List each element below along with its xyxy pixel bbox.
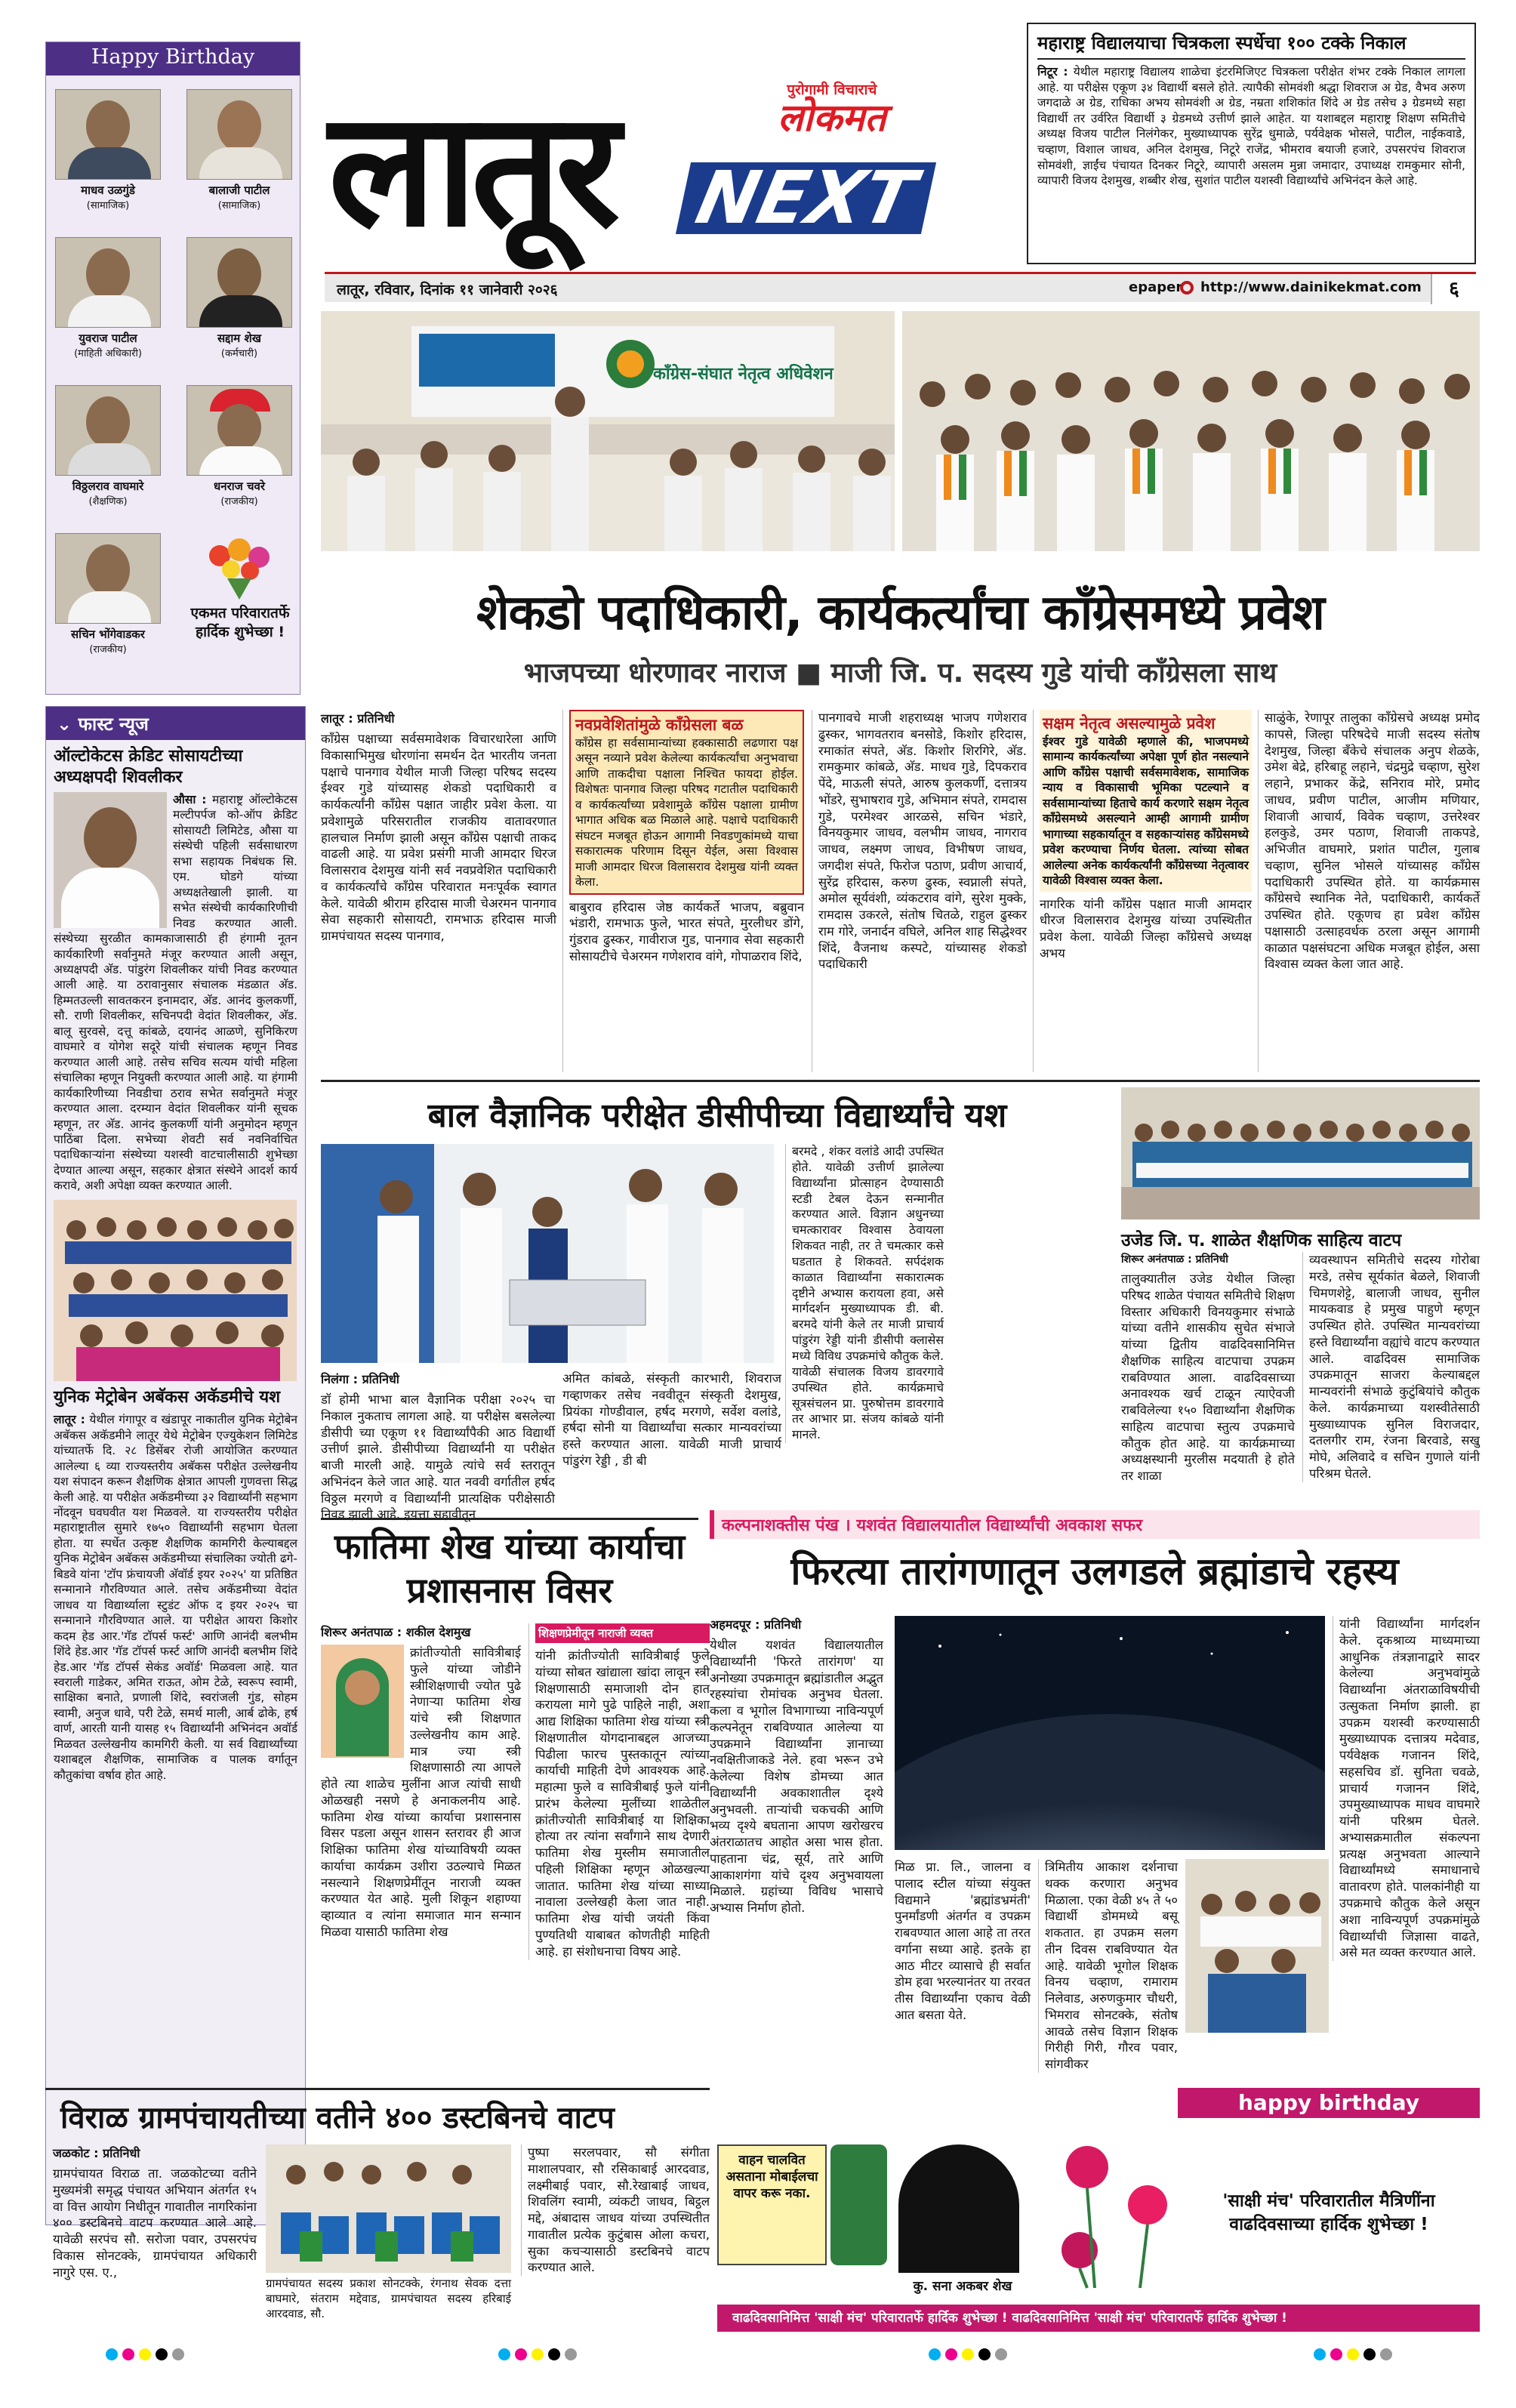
fast-news-header: ⌄ फास्ट न्यूज [46,707,305,740]
fast-news-panel: ⌄ फास्ट न्यूज ऑल्टोकेटस क्रेडिट सोसायटीच्या अध्यक्षपदी शिवलीकर औसा : महाराष्ट्र ऑल्टोकेटस मल्टीपर्पज को-ऑप क्रेडिट सोसायटी लिमिटेड, औसा या संस्थेची पहिली सर्वसाधारण सभा सहायक निबंधक सि. एम. घोडगे यांच्या अध्यक्षतेखाली झाली. या सभेत संस्थेची कार्यकारिणीची निवड करण्यात आली. संस्थेच्या सुरळीत कामकाजासाठी ही हंगामी नूतन कार्यकारिणी सर्वानुमते मंजूर करण्यात आली असून, अध्यक्षपदी अ‍ॅड. पांडुरंग शिवलीकर यांची निवड करण्यात आली आहे. या ठरावानुसार संचालक मंडळात अ‍ॅड. हिम्मतउल्ली सावतकरन इनामदार, अ‍ॅड. आनंद कुलकर्णी, सौ. राणी शिवलीकर, सचिनपदी वेदांत शिवलीकर, अ‍ॅड. बालू सुरवसे, दत्तू कांबळे, दयानंद आळणे, सुनिकिरण वाघमारे व योगेश सदूरे यांची संचालक म्हणून निवड करण्यात आली आहे. तसेच सचिव सत्यम यांची महिला संचालिका म्हणून नियुक्ती करण्यात आली आहे. या हंगामी कार्यकारिणीच्या निवडीचा ठराव सभेत सर्वानुमते मंजूर करण्यात आला. दरम्यान वेदांत शिवलीकर यांनी सूचक म्हणून, तर अ‍ॅड. आनंद कुलकर्णी यांनी अनुमोदन म्हणून पाठिंबा दिला. सभेच्या शेवटी सर्व नवनिर्वाचित पदाधिकाऱ्यांना संस्थेच्या यशस्वी वाटचालीसाठी शुभेच्छा देण्यात आल्या असून, सहकार क्षेत्रात संस्थेने आदर्श कार्य करावे, अशी अपेक्षा व्यक्त करण्यात आली. युनिक मेट्रोबेन अबॅकस अकॅडमीचे यश लातूर : येथील गंगापूर व खंडापूर नाकातील युनिक मेट्रोबेन अबॅकस अकॅडमीने लातूर येथे मेट्रोबेन एज्युकेशन लिमिटेड यांच्यातर्फे दि. २८ डिसेंबर रोजी आयोजित करण्यात आलेल्या ६ व्या राज्यस्तरीय अबॅकस परीक्षेत उल्लेखनीय यश संपादन करून शैक्षणिक क्षेत्रात आपली गुणवत्ता सिद्ध केली आहे. या परीक्षेत अकॅडमीच्या ३२ विद्यार्थ्यांनी सहभाग नोंदवून घवघवीत यश मिळवले. या राज्यस्तरीय परीक्षेत महाराष्ट्रातील सुमारे १७५० विद्यार्थ्यांनी सहभाग घेतला होता. या स्पर्धेत उत्कृष्ट शैक्षणिक कामगिरी केल्याबद्दल युनिक मेट्रोबेन अबॅकस अकॅडमीच्या संचालिका ज्योती ढगे-बिडवे यांना 'टॉप फ्रंचायजी अ‍ॅवॉर्ड इयर २०२५' या प्रतिष्ठित सन्मानाने गौरविण्यात आले. तसेच अकॅडमीच्या वेदांत जाधव या विद्यार्थ्याला स्टुडंट ऑफ द इयर २०२५ चा सन्मानाने गौरविण्यात आले. या परीक्षेत आयरा किशोर कदम हेड आर.'गॅड टॉपर्स फर्स्ट' आणि आनंदी बलभीम शिंदे हेड.आर 'गॅड टॉपर्स फर्स्ट आणि आनंदी बलभीम शिंदे हेड.आर 'गॅड टॉपर्स सेकंड अवॉर्ड' मिळवला आहे. यात स्वराली गाडेकर, अमित राऊत, ओम टेळे, स्वरूप स्वामी, साक्षिका बनाते, प्रणाली शिंदे, स्वरांजली गुंड, सोहम स्वामी, अनुज धावे, परी टेळे, समर्थ माली, आर्ब ढोके, हर्ष वार्ण, आरती यानी यासह १५ विद्यार्थ्यांनी अभिनंदन अवॉर्ड मिळवत उल्लेखनीय कामगिरी केली. या सर्व विद्यार्थ्यांच्या यशाबद्दल शैक्षणिक, सामाजिक व पालक वर्गातून कौतुकांचा वर्षाव होत आहे. [45,706,306,2225]
main-text-5: साळुंके, रेणापूर तालुका काँग्रेसचे अध्यक्ष प्रमोद कापसे, जिल्हा परिषदेचे माजी सदस्य संतोष देशमुख, जिल्हा बँकेचे संचालक अनुप शेळके, उमेश बेद्रे, हरिबाहू लहाने, चंद्रमुद्रे चव्हाण, सुरेश लहाने, प्रभाकर केंद्रे, सनिराव मोरे, प्रमोद जाधव, प्रवीण पाटील, आजीम मणियार, शिवाजी आचार्य, विवेक चव्हाण, उत्तरेश्वर हलकुडे, उमर पठाण, शिवाजी ताकपडे, अभिजीत वाघमारे, प्रशांत पाटील, गुलाब चव्हाण, सुनिल भोसले यांच्यासह काँग्रेस पदाधिकारी उपस्थित होते. या कार्यक्रमास काँग्रेसचे स्थानिक नेते, पदाधिकारी, कार्यकर्ते उपस्थित होते. एकूणच हा प्रवेश काँग्रेस पक्षासाठी उत्साहवर्धक ठरला असून आगामी काळात पक्षसंघटना अधिक मजबूत होईल, असा विश्वास व्यक्त केला जात आहे. [1265,711,1480,972]
banner-text: काँग्रेस-संघात नेतृत्व अधिवेशन [653,365,833,384]
main-subhead: भाजपच्या धोरणावर नाराज ■ माजी जि. प. सदस्य गुडे यांची काँग्रेसला साथ [523,658,1277,689]
story1-text: महाराष्ट्र ऑल्टोकेटस मल्टीपर्पज को-ऑप क्रेडिट सोसायटी लिमिटेड, औसा या संस्थेची पहिली सर्वसाधारण सभा सहायक निबंधक सि. एम. घोडगे यांच्या अध्यक्षतेखाली झाली. या सभेत संस्थेची कार्यकारिणीची निवड करण्यात आली. संस्थेच्या सुरळीत कामकाजासाठी ही हंगामी नूतन कार्यकारिणी सर्वानुमते मंजूर करण्यात आली असून, अध्यक्षपदी अ‍ॅड. पांडुरंग शिवलीकर यांची निवड करण्यात आली आहे. या ठरावानुसार संचालक मंडळात अ‍ॅड. हिम्मतउल्ली सावतकरन इनामदार, अ‍ॅड. आनंद कुलकर्णी, सौ. राणी शिवलीकर, सचिनपदी वेदांत शिवलीकर, अ‍ॅड. बालू सुरवसे, दत्तू कांबळे, दयानंद आळणे, सुनिकिरण वाघमारे व योगेश सदूरे यांची संचालक म्हणून निवड करण्यात आली आहे. तसेच सचिव सत्यम यांची महिला संचालिका म्हणून नियुक्ती करण्यात आली आहे. या हंगामी कार्यकारिणीच्या निवडीचा ठराव सभेत सर्वानुमते मंजूर करण्यात आला. दरम्यान वेदांत शिवलीकर यांनी सूचक म्हणून, तर अ‍ॅड. आनंद कुलकर्णी यांनी अनुमोदन म्हणून पाठिंबा दिला. सभेच्या शेवटी सर्व नवनिर्वाचित पदाधिकाऱ्यांना संस्थेच्या यशस्वी वाटचालीसाठी शुभेच्छा देण्यात आल्या असून, सहकार क्षेत्रात संस्थेने आदर्श कार्य करावे, अशी अपेक्षा व्यक्त करण्यात आली. [54,793,297,1193]
girl-portrait [898,2144,1019,2273]
abacus-students-photo [54,1200,297,1381]
person-photo [186,89,292,180]
epaper-label: epaper [1129,279,1183,295]
viral-headline: विराळ ग्रामपंचायतीच्या वतीने ४०० डस्टबिनचे वाटप [60,2101,615,2135]
science-col-3 [562,1370,781,1469]
shivalikar-photo [54,792,167,928]
science-text-3: अमित कांबळे, संस्कृती कारभारी, शिवराज गव्हाणकर तसेच नववीतून संस्कृती देशमुख, प्रियंका गोण्डीवाल, हर्षद मरगणे, सर्वेश वलांडे, हर्षदा सोनी या विद्यार्थ्यांचा सत्कार मान्यवरांच्या हस्ते करण्यात आला. यावेळी माजी प्राचार्य पांडुरंग रेड्डी , डी बी [562,1371,781,1468]
viral-col-2 [521,2144,710,2276]
dateline-bar [325,272,1476,302]
fatima-headline: फातिमा शेख यांच्या कार्याचा प्रशासनास विसर [334,1526,686,1611]
birthday-person: युवराज पाटील (माहिती अधिकारी) [55,237,161,359]
science-headline: बाल वैज्ञानिक परीक्षेत डीसीपीच्या विद्यार्थ्यांचे यश [427,1096,1007,1135]
birthday-person: विठ्ठलराव वाघमारे (शैक्षणिक) [55,385,161,507]
tarangan-text-2: मिळ प्रा. लि., जालना व पालाद स्टील यांच्या संयुक्त विद्यमाने 'ब्रह्मांडभ्रमंती' पुनर्मांडणी अंतर्गत व उपक्रम राबवण्यात आला आहे ता तरत वर्गाना सध्या आहे. इतके हा आठ मीटर व्यासाचे ही सर्वात डोम हवा भरल्यानंतर या तरवत तीस विद्यार्थ्यांना एकाच वेळी आत बसता येते. [895,1860,1031,2022]
science-text-1: डॉ होमी भाभा बाल वैज्ञानिक परीक्षा २०२५ चा निकाल नुकताच लागला आहे. या परीक्षेस बसलेल्या डीसीपी च्या एकूण ११ विद्यार्थ्यांपैकी आठ विद्यार्थी उत्तीर्ण झाले. डीसीपीच्या विद्यार्थ्यांनी या परीक्षेत बाजी मारली आहे. यामुळे त्यांचे सर्व स्तरातून अभिनंदन केले जात आहे. यात नववी वर्गातील हर्षद विठ्ठल मरगणे व विद्यार्थ्यांनी प्रात्यक्षिक परीक्षेसाठी निवड झाली आहे. इयत्ता सहावीतून [321,1392,555,1522]
person-photo [55,533,161,624]
story1-title: ऑल्टोकेटस क्रेडिट सोसायटीच्या अध्यक्षपदी शिवलीकर [54,747,243,787]
box1-text: काँग्रेस हा सर्वसामान्यांच्या हक्कासाठी लढणारा पक्ष असून नव्याने प्रवेश केलेल्या कार्यकर्त्यांचा अनुभवाचा आणि ताकदीचा पक्षाला निश्चित फायदा होईल. विशेषतः पानगाव जिल्हा परिषद गटातील पदाधिकारी व कार्यकर्त्यांच्या प्रवेशामुळे काँग्रेस पक्षाला ग्रामीण भागात अधिक बळ मिळाले आहे. पक्षाचे पदाधिकारी संघटन मजबूत होऊन आगामी निवडणुकांमध्ये याचा सकारात्मक परिणाम दिसून येईल, असा विश्वास माजी आमदार धिरज विलासराव देशमुख यांनी व्यक्त केला. [575,736,798,890]
fatima-text-1: क्रांतीज्योती सावित्रीबाई फुले यांच्या जोडीने स्त्रीशिक्षणाची ज्योत पुढे नेणाऱ्या फातिमा शेख यांचे स्त्री शिक्षणात उल्लेखनीय काम आहे. मात्र ज्या स्त्री शिक्षणासाठी त्या आपले होते त्या शाळेच मुलींना आज त्यांची साधी ओळखही नसणे हे अनाकलनीय आहे. फातिमा शेख यांच्या कार्याचा प्रशासनास विसर पडला असून शासन स्तरावर ही आज शिक्षिका फातिमा शेख यांच्याविषयी व्यक्त कार्याचा कार्यक्रम उशीरा उठल्याचे मिळत नसल्याने शिक्षणप्रेमींतून नाराजी व्यक्त करण्यात येत आहे. मुली शिकून शहाण्या व्हाव्यात व त्यांना समाजात मान सन्मान मिळवा यासाठी फातिमा शेख [321,1645,521,1940]
epaper-url[interactable]: http://www.dainikekmat.com [1200,279,1422,295]
registration-marks [1314,2348,1392,2360]
main-headline: शेकडो पदाधिकारी, कार्यकर्त्यांचा काँग्रेसमध्ये प्रवेश [476,585,1324,641]
happy-birthday-banner: happy birthday [1178,2088,1480,2118]
main-text-3: पानगावचे माजी शहराध्यक्ष भाजप गणेशराव ढुस्कर, भागवतराव बनसोडे, किशोर हरिदास, रमाकांत संपते, अ‍ॅड. किशोर शिरगिरे, अ‍ॅड. रामकुमार कांबळे, अ‍ॅड. माधव गुडे, दिपकराव पेंदे, माऊली संपते, आरुष कुलकर्णी, दत्तात्रय भोंडरे, सुभाषराव गुडे, अभिमान संपते, रामदास गुडे, परमेश्वर आरळसे, सचिन भंडारे, विनयकुमार जाधव, वलभीम जाधव, नागराव जाधव, लक्ष्मण जाधव, विभीषण जाधव, जगदीश संपते, फिरोज पठाण, प्रवीण आचार्य, सुरेंद्र हरिदास, करुण ढुस्क, स्वप्नाली संपते, अमोल सूर्यवंशी, व्यंकटराव वांगे, सुरेश मुक्के, रामदास उकरले, संतोष चितळे, राहुल ढुस्कर राम गोरे, जनार्दन वघिले, अनिल शाह सिद्धेश्वर शिंदे, वैजनाथ कस्पटे, यांच्यासह शेकडो पदाधिकारी [818,711,1027,972]
nitur-text: येथील महाराष्ट्र विद्यालय शाळेचा इंटरमिजिएट चित्रकला परीक्षेत शंभर टक्के निकाल लागला आहे. या परीक्षेस एकूण ३४ विद्यार्थी बसले होते. त्यापैकी सोमवंशी श्रद्धा शिवराज अ ग्रेड, वैभव अरुण जगदाळे अ ग्रेड, राधिका अभय सोमवंशी अ ग्रेड, नम्रता शशिकांत शिंदे अ ग्रेड तसेच ३ ग्रेडमध्ये सहा विद्यार्थी तर उर्वरित विद्यार्थी ३ ग्रेडमध्ये उत्तीर्ण झाले आहेत. या यशाबद्दल महाराष्ट्र शिक्षण समितीचे अध्यक्ष विजय पाटील निलंगेकर, मुख्याध्यापक सुरेंद्र धुमाळे, पर्यवेक्षक भोसले, पाटील, नाईकवाडे, चव्हाण, विशाल जाधव, अनिल देशमुख, निटूरे राजेंद्र, भीमराव बयाजी हजारे, उपसरपंच शिवराज सोमवंशी, ज्ञाईंच पंचायत दिनकर निटूरे, व्यापारी असलम मुन्ना जमादार, उपाध्यक्ष रामकुमार सोनी, व्यापारी विजय देशमुख, शब्बीर शेख, सुशांत पाटील यशस्वी विद्यार्थ्यांचे अभिनंदन केले आहे. [1037,65,1465,188]
ujed-col-2 [1302,1252,1480,1482]
tarangan-kicker: कल्पनाशक्तीस पंख । यशवंत विद्यालयातील विद्यार्थ्यांची अवकाश सफर [710,1510,1480,1539]
story2-title: युनिक मेट्रोबेन अबॅकस अकॅडमीचे यश [54,1387,281,1407]
story2-text: येथील गंगापूर व खंडापूर नाकातील युनिक मेट्रोबेन अबॅकस अकॅडमीने लातूर येथे मेट्रोबेन एज्युकेशन लिमिटेड यांच्यातर्फे दि. २८ डिसेंबर रोजी आयोजित करण्यात आलेल्या ६ व्या राज्यस्तरीय अबॅकस परीक्षेत उल्लेखनीय यश संपादन करून शैक्षणिक क्षेत्रात आपली गुणवत्ता सिद्ध केली आहे. या परीक्षेत अकॅडमीच्या ३२ विद्यार्थ्यांनी सहभाग नोंदवून घवघवीत यश मिळवले. या राज्यस्तरीय परीक्षेत महाराष्ट्रातील सुमारे १७५० विद्यार्थ्यांनी सहभाग घेतला होता. या स्पर्धेत उत्कृष्ट शैक्षणिक कामगिरी केल्याबद्दल युनिक मेट्रोबेन अबॅकस अकॅडमीच्या संचालिका ज्योती ढगे-बिडवे यांना 'टॉप फ्रंचायजी अ‍ॅवॉर्ड इयर २०२५' या प्रतिष्ठित सन्मानाने गौरविण्यात आले. तसेच अकॅडमीच्या वेदांत जाधव या विद्यार्थ्याला स्टुडंट ऑफ द इयर २०२५ चा सन्मानाने गौरविण्यात आले. या परीक्षेत आयरा किशोर कदम हेड आर.'गॅड टॉपर्स फर्स्ट' आणि आनंदी बलभीम शिंदे हेड.आर 'गॅड टॉपर्स फर्स्ट आणि आनंदी बलभीम शिंदे हेड.आर 'गॅड टॉपर्स सेकंड अवॉर्ड' मिळवला आहे. यात स्वराली गाडेकर, अमित राऊत, ओम टेळे, स्वरूप स्वामी, साक्षिका बनाते, प्रणाली शिंदे, स्वरांजली गुंड, सोहम स्वामी, अनुज धावे, परी टेळे, समर्थ माली, आर्ब ढोके, हर्ष वार्ण, आरती यानी यासह १५ विद्यार्थ्यांनी अभिनंदन अवॉर्ड मिळवत उल्लेखनीय कामगिरी केली. या सर्व विद्यार्थ्यांच्या यशाबद्दल शैक्षणिक, सामाजिक व पालक वर्गातून कौतुकांचा वर्षाव होत आहे. [54,1413,298,1782]
science-byline: निलंगा : प्रतिनिधी [321,1372,399,1386]
viral-col-1 [53,2144,257,2280]
epaper-icon [1180,281,1194,294]
main-col-3 [812,710,1027,1072]
main-text-4: नागरिक यांनी काँग्रेस पक्षात माजी आमदार धीरज विलासराव देशमुख यांच्या उपस्थितीत प्रवेश केला. यावेळी जिल्हा काँग्रेसचे अध्यक्ष अभय [1040,896,1252,960]
masthead-brand [778,79,886,140]
birthday-person: सद्दाम शेख (कर्मचारी) [186,237,292,359]
viral-text-2: पुष्पा सरलपवार, सौ संगीता माशालपवार, सौ रसिकाबाई आरदवाड, लक्ष्मीबाई पवार, सौ.रेखाबाई जाधव, शिवलिंग स्वामी, व्यंकटी जाधव, बिट्ठल मद्दे, अंबादास जाधव यांच्या उपस्थितीत गावातील प्रत्येक कुटुंबास ओला कचरा, सुका कचऱ्यासाठी डस्टबिनचे वाटप करण्यात आले. [528,2145,710,2275]
birthday-wish: एकमत परिवारातर्फे हार्दिक शुभेच्छा ! [190,605,290,640]
science-text-2: बरमदे , शंकर वलांडे आदी उपस्थित होते. यावेळी उत्तीर्ण झालेल्या विद्यार्थ्यांना प्रोत्साहन देण्यासाठी स्टडी टेबल देऊन सन्मानीत करण्यात आले. विज्ञान अधुनच्या चमत्कारावर विश्वास ठेवायला शिकवत नाही, तर ते चमत्कार कसे घडतात हे शिकवते. सर्पदंशक काळात विद्यार्थ्यांना सकारात्मक दृष्टीने अभ्यास करायला हवा, असे मार्गदर्शन मुख्याध्यापक डी. बी. बरमदे यांनी केले तर माजी प्राचार्य पांडुरंग रेड्डी यांनी डीसीपी क्लासेस मध्ये विविध उपक्रमांचे कौतुक केले. यावेळी संचालक विजय डावरगावे उपस्थित होते. कार्यक्रमाचे सूत्रसंचलन प्रा. पुरुषोत्तम डावरगावे तर आभार प्रा. संजय कांबळे यांनी मानले. [792,1144,944,1442]
main-byline: लातूर : प्रतिनिधी [321,711,395,726]
fatima-byline: शिरूर अनंतपाळ : शकील देशमुख [321,1625,471,1639]
brand-name: लोकमत [778,96,886,140]
students-photo [1185,1859,1329,2033]
tarangan-col-2 [895,1859,1031,2024]
rule [321,1080,1480,1082]
main-text-1: काँग्रेस पक्षाच्या सर्वसमावेशक विचारधारेला आणि विकासाभिमुख धोरणांना समर्थन देत भारतीय जनता पक्षाचे पानगाव येथील माजी जिल्हा परिषद सदस्य ईश्वर गुडे यांच्यासह शेकडो पदाधिकारी व कार्यकर्त्यांनी काँग्रेस पक्षात जाहीर प्रवेश केला. या प्रवेशामुळे परिसरातील राजकीय वातावरणात हालचाल निर्माण झाली असून काँग्रेस पक्षाची ताकद वाढली आहे. या प्रवेश प्रसंगी माजी आमदार धिरज विलासराव देशमुख यांनी सर्व नवप्रवेशित पदाधिकारी व कार्यकर्त्यांचे काँग्रेस परिवारात मनःपूर्वक स्वागत केले. यावेळी श्रीराम हरिदास माजी चेअरमन पानगाव सेवा सहकारी सोसायटी, रामभाऊ हरिदास माजी ग्रामपंचायत सदस्य पानगाव, [321,732,556,944]
tarangan-byline: अहमदपूर : प्रतिनिधी [710,1617,802,1632]
main-col-5 [1258,710,1480,1072]
nitur-story [1027,23,1476,264]
science-col-1 [321,1370,555,1523]
page-number: ६ [1431,274,1476,304]
box2-text: ईश्वर गुडे यावेळी म्हणाले की, भाजपमध्ये सामान्य कार्यकर्त्यांच्या अपेक्षा पूर्ण होत नसल्याने आणि काँग्रेस पक्षाची सर्वसमावेशक, सामाजिक न्याय व विकासाची भूमिका पटल्याने व सर्वसामान्यांच्या हिताचे कार्य करणारे सक्षम नेतृत्व काँग्रेसमध्ये असल्याने आम्ही आगामी ग्रामीण भागाच्या सहकार्यातून व सहकाऱ्यांसह काँग्रेसमध्ये प्रवेश करण्याचा निर्णय घेतला. त्यांच्या सोबत आलेल्या अनेक कार्यकर्त्यांनी काँग्रेसच्या नेतृत्वावर यावेळी विश्वास व्यक्त केला. [1043,735,1249,888]
rule [45,2088,710,2090]
viral-text-1: ग्रामपंचायत विराळ ता. जळकोटच्या वतीने मुख्यमंत्री समृद्ध पंचायत अभियान अंतर्गत १५ वा वित्त आयोग निधीतून गावातील नागरिकांना ४०० डस्टबिनचे वाटप करण्यात आले आहे. यावेळी सरपंच सौ. सरोजा पवार, उपसरपंच विकास सोनटक्के, ग्रामपंचायत अधिकारी नागुरे एस. ए., [53,2166,257,2280]
birthday-panel [45,42,300,695]
rule [321,1518,698,1520]
fatima-col-1 [321,1623,521,1941]
phone-icon [830,2144,887,2265]
masthead-title: लातूर [328,77,615,262]
box2-title: सक्षम नेतृत्व असल्यामुळे प्रवेश [1043,714,1216,732]
birthday-person: माधव उळगुंडे (सामाजिक) [55,89,161,211]
ujed-photo [1121,1087,1480,1219]
safety-ad: वाहन चालवित असताना मोबाईलचा वापर करू नका. [717,2144,827,2265]
tarangan-text-1: येथील यशवंत विद्यालयातील विद्यार्थ्यांनी 'फिरते तारांगण' या अनोख्या उपक्रमातून ब्रह्मांडातील अद्भुत रहस्यांचा रोमांचक अनुभव घेतला. कला व भूगोल विभागाच्या नाविन्यपूर्ण कल्पनेतून राबविण्यात आलेल्या या उपक्रमाने विद्यार्थ्यांना ज्ञानाच्या नवक्षितीजाकडे नेले. हवा भरून उभे केलेल्या विशेष डोमच्या आत विद्यार्थ्यांनी अवकाशातील दृश्ये अनुभवली. ताऱ्यांची चकचकी आणि भव्य दृश्ये बघताना आपण खरोखरच अंतराळातच आहोत असा भास होता. पाहताना चंद्र, सूर्य, तारे आणि आकाशगंगा यांचे दृश्य अनुभवायला मिळाले. ग्रहांच्या विविध भासाचे अभ्यास निर्माण होतो. [710,1638,883,1916]
tarangan-text-4: यांनी विद्यार्थ्यांना मार्गदर्शन केले. दृकश्राव्य माध्यमाच्या आधुनिक तंत्रज्ञानाद्वारे सादर केलेल्या अनुभवांमुळे विद्यार्थ्यांना अंतराळाविषयीची उत्सुकता निर्माण झाली. हा उपक्रम यशस्वी करण्यासाठी मुख्याध्यापक दत्तात्रय मदेवाड, पर्यवेक्षक गजानन शिंदे, सहसचिव डॉ. सुनिता चवळे, प्राचार्य गजानन शिंदे, उपमुख्याध्यापक माधव वाघमारे यांनी परिश्रम घेतले. अभ्यासक्रमातील संकल्पना प्रत्यक्ष अनुभवता आल्याने विद्यार्थ्यांमध्ये समाधानाचे वातावरण होते. पालकांनीही या उपक्रमाचे कौतुक केले असून अशा नाविन्यपूर्ण उपक्रमांमुळे विद्यार्थ्यांची जिज्ञासा वाढते, असे मत व्यक्त करण्यात आले. [1339,1617,1480,1960]
viral-caption-col [266,2277,511,2321]
congress-group-photo [902,311,1480,551]
science-photo [321,1144,774,1363]
registration-marks [929,2348,1007,2360]
birthday-person: बालाजी पाटील (सामाजिक) [186,89,292,211]
registration-marks [106,2348,184,2360]
viral-byline: जळकोट : प्रतिनिधी [53,2146,140,2160]
fatima-text-2: यांनी क्रांतीज्योती सावित्रीबाई फुले यांच्या सोबत खांद्याला खांदा लावून स्त्री शिक्षणासाठी समाजाशी दोन हात करायला मागे पुढे पाहिले नाही, अशा आद्य शिक्षिका फातिमा शेख यांच्या स्त्री शिक्षणातील योगदानाबद्दल आजच्या पिढीला फारच पुस्तकातून त्यांच्या कार्याची माहिती देणे आवश्यक आहे. महात्मा फुले व सावित्रीबाई फुले यांनी प्रारंभ केलेल्या मुलींच्या शाळेतील क्रांतीज्योती सावित्रीबाई या शिक्षिका होत्या तर त्यांना सर्वांगाने साथ देणारी फातिमा शेख मुस्लीम समाजातील पहिली शिक्षिका म्हणून ओळखल्या जातात. फातिमा शेख यांच्या साध्या नावाला उल्लेखही केला जात नाही. फातिमा शेख यांची जयंती किंवा पुण्यतिथी याबाबत कोणतीही माहिती आहे. हा संशोधनाचा विषय आहे. [535,1648,710,1959]
dustbin-photo [266,2144,511,2273]
rose-icon [1034,2129,1193,2295]
tarangan-col-4 [1333,1616,1480,1961]
ujed-byline: शिरूर अनंतपाळ : प्रतिनिधी [1121,1253,1228,1266]
nitur-dateline: निटूर : [1037,65,1068,79]
ujed-col-1 [1121,1252,1295,1485]
person-photo [186,237,292,328]
ujed-headline: उजेड जि. प. शाळेत शैक्षणिक साहित्य वाटप [1121,1231,1402,1250]
dateline-text: लातूर, रविवार, दिनांक ११ जानेवारी २०२६ [337,282,558,298]
main-col-2 [562,710,804,1072]
main-col-4 [1033,710,1252,1072]
person-photo [55,237,161,328]
tarangan-headline: फिरत्या तारांगणातून उलगडले ब्रह्मांडाचे रहस्य [790,1549,1399,1593]
birthday-ticker: वाढदिवसानिमित्त 'साक्षी मंच' परिवारातर्फे हार्दिक शुभेच्छा ! वाढदिवसानिमित्त 'साक्षी मंच' परिवारातर्फे हार्दिक शुभेच्छा ! [717,2305,1480,2332]
fatima-portrait [321,1645,404,1758]
ujed-text-1: तालुक्यातील उजेड येथील जिल्हा परिषद शाळेत पंचायत समितीचे शिक्षण विस्तार अधिकारी विनयकुमार संभाळे यांच्या वतीने शासकीय सुचेत संभाजे यांच्या द्वितीय वाढदिवसानिमित्त शैक्षणिक साहित्य वाटपाचा उपक्रम राबविण्यात आला. वाढदिवसाच्या अनावश्यक खर्च टाळून त्याऐवजी राबविलेल्या १५० विद्यार्थ्यांना शैक्षणिक साहित्य वाटपाचा स्तुत्य उपक्रमाचे कौतुक होत आहे. या कार्यक्रमाच्या अध्यक्षस्थानी मुरलीस मदयाती हे होते तर शाळा [1121,1272,1295,1484]
birthday-person: सचिन भोंगेवाडकर (राजकीय) [55,533,161,655]
birthday-person: धनराज चवरे (राजकीय) [186,385,292,507]
registration-marks [498,2348,577,2360]
main-col-1 [321,710,556,1072]
tarangan-text-3: त्रिमितीय आकाश दर्शनाचा थक्क करणारा अनुभव मिळाला. एका वेळी ४५ ते ५० विद्यार्थी डोममध्ये बसू शकतात. हा उपक्रम सलग तीन दिवस राबविण्यात येत आहे. यावेळी भूगोल शिक्षक विनय चव्हाण, रामाराम निलेवाड, अरुणकुमार चौधरी, भिमराव सोनटक्के, संतोष आवळे तसेच विज्ञान शिक्षक गिरीही गिरी, गौरव पवार, सांगवीकर [1045,1860,1178,2072]
person-photo [186,385,292,476]
bday-wish: 'साक्षी मंच' परिवारातील मैत्रिणींना वाढदिवसाच्या हार्दिक शुभेच्छा ! [1222,2191,1435,2235]
birthday-header: Happy Birthday [46,42,300,76]
science-col-2 [785,1144,944,1443]
fatima-subbox: शिक्षणप्रेमीतून नाराजी व्यक्त [535,1623,710,1643]
tarangan-col-3 [1038,1859,1178,2073]
masthead-next: NEXT [676,162,936,234]
tarangan-col-1 [710,1616,883,1916]
box1-title: नवप्रवेशितांमुळे काँग्रेसला बळ [575,716,744,734]
bday-girl-name: कु. सना अकबर शेख [913,2279,1012,2294]
nitur-headline: महाराष्ट्र विद्यालयाचा चित्रकला स्पर्धेचा १०० टक्के निकाल [1037,30,1465,60]
ujed-text-2: व्यवस्थापन समितीचे सदस्य गोरोबा मरडे, तसेच सूर्यकांत बेळले, शिवाजी चिमणशेट्टे, बालाजी जाधव, सुनील मायकवाड हे प्रमुख पाहुणे म्हणून उपस्थित होते. उपस्थित मान्यवरांच्या हस्ते विद्यार्थ्यांना वह्यांचे वाटप करण्यात आले. वाढदिवस सामाजिक उपक्रमातून साजरा केल्याबद्दल मान्यवरांनी संभाळे कुटुंबियांचे कौतुक केले. कार्यक्रमाच्या यशस्वीतेसाठी मुख्याध्यापक सुनिल विराजदार, दतलगीर राम, रंजना बिरवाडे, सखु मोघे, अलिवादे व सचिन गुणाले यांनी परिश्रम घेतले. [1309,1253,1480,1481]
main-text-2: बाबुराव हरिदास जेष्ठ कार्यकर्ते भाजप, बब्रुवान भंडारी, रामभाऊ फुले, भारत संपते, मुरलीधर डोंगे, गुंडराव ढुस्कर, गावीराज गुड, पानगाव सेवा सहकारी सोसायटीचे चेअरमन गणेशराव वांगे, गोपाळराव शिंदे, [569,899,804,964]
fatima-col-2 [528,1623,710,1960]
congress-event-photo [321,311,895,551]
masthead-tagline: पुरोगामी विचाराचे [787,82,877,98]
chevron-down-icon: ⌄ [57,714,79,735]
flower-bouquet-icon [190,533,289,601]
viral-caption: ग्रामपंचायत सदस्य प्रकाश सोनटक्के, रंगनाथ सेवक दत्ता बाघमारे, संतराम मद्देवाड, ग्रामपंचायत सदस्य हरिबाई आरदवाड, सौ. [266,2277,511,2320]
person-photo [55,385,161,476]
planet-photo [895,1616,1325,1850]
person-photo [55,89,161,180]
